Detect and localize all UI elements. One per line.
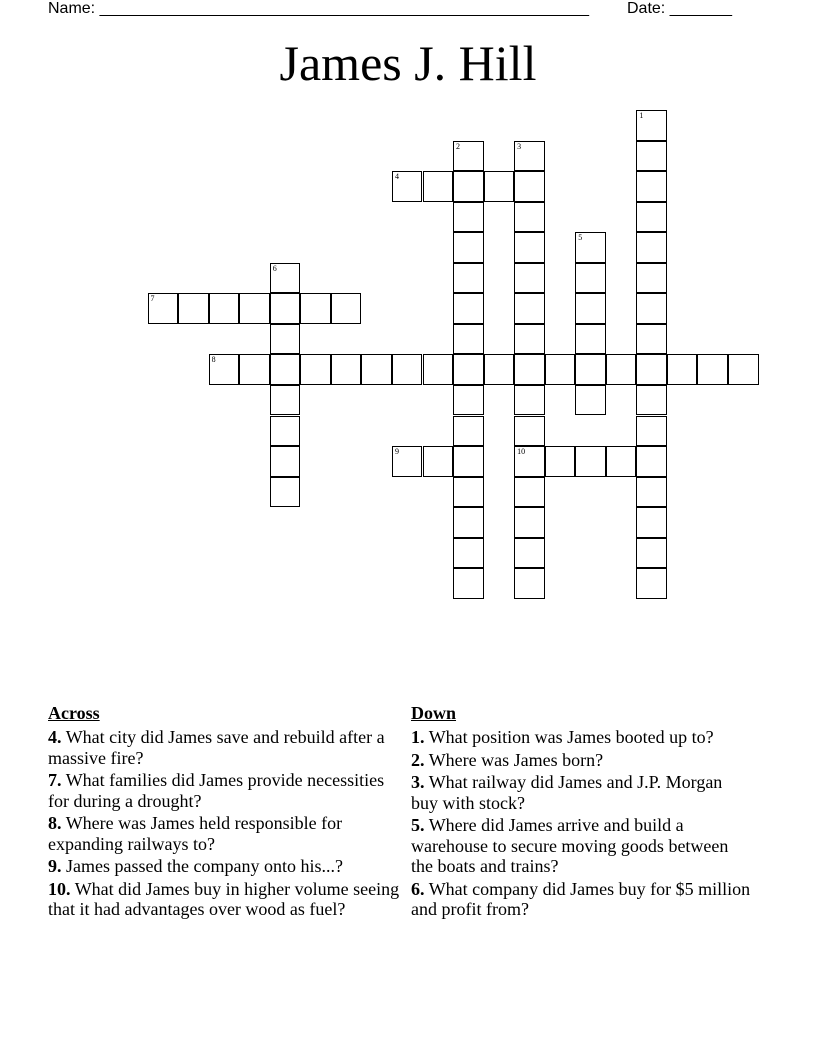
crossword-cell[interactable]: [514, 263, 545, 294]
crossword-cell[interactable]: [484, 354, 515, 385]
crossword-cell[interactable]: [514, 324, 545, 355]
crossword-cell[interactable]: [636, 416, 667, 447]
date-field[interactable]: Date: _______: [627, 0, 732, 17]
across-clue: [48, 813, 404, 854]
crossword-cell[interactable]: [453, 385, 484, 416]
clue-text: What railway did James and J.P. Morgan buy with stock?: [411, 772, 723, 813]
clue-number: 6.: [411, 878, 425, 899]
clue-text: Where was James held responsible for expanding railways to?: [48, 813, 343, 854]
clue-text: What did James buy in higher volume seeing that it had advantages over wood as fuel?: [48, 878, 400, 919]
crossword-cell[interactable]: [636, 477, 667, 508]
crossword-cell[interactable]: [514, 141, 545, 172]
crossword-cell[interactable]: [209, 293, 240, 324]
crossword-cell[interactable]: [575, 446, 606, 477]
crossword-cell[interactable]: [514, 477, 545, 508]
crossword-cell[interactable]: [331, 293, 362, 324]
crossword-cell[interactable]: [667, 354, 698, 385]
crossword-cell[interactable]: [239, 293, 270, 324]
crossword-cell[interactable]: [453, 507, 484, 538]
crossword-cell[interactable]: [270, 385, 301, 416]
crossword-cell[interactable]: [392, 354, 423, 385]
clue-number-label: 2: [456, 141, 461, 151]
crossword-cell[interactable]: [575, 232, 606, 263]
clue-number-label: 9: [394, 447, 399, 457]
crossword-cell[interactable]: [575, 385, 606, 416]
clue-text: Where did James arrive and build a warehouse to secure moving goods between the boats and trains?: [411, 815, 729, 876]
clue-number: 10.: [48, 878, 71, 899]
down-clue: [411, 727, 751, 748]
crossword-cell[interactable]: [514, 171, 545, 202]
crossword-cell[interactable]: [270, 324, 301, 355]
crossword-cell[interactable]: [728, 354, 759, 385]
clue-number: 9.: [48, 856, 62, 876]
crossword-cell[interactable]: [514, 538, 545, 569]
crossword-cell[interactable]: [545, 446, 576, 477]
down-clues: [411, 703, 751, 922]
crossword-cell[interactable]: [575, 324, 606, 355]
crossword-cell[interactable]: [361, 354, 392, 385]
clue-number-label: 3: [517, 141, 522, 151]
page-title: James J. Hill: [279, 35, 537, 91]
crossword-cell[interactable]: [636, 446, 667, 477]
clue-number-label: 7: [150, 294, 155, 304]
name-field[interactable]: Name: _______________________________________________________: [48, 0, 589, 17]
crossword-cell[interactable]: [453, 141, 484, 172]
crossword-cell[interactable]: [514, 568, 545, 599]
clue-number: 2.: [411, 749, 425, 770]
clue-number: 5.: [411, 815, 425, 835]
crossword-cell[interactable]: [453, 263, 484, 294]
crossword-cell[interactable]: [270, 416, 301, 447]
crossword-cell[interactable]: [636, 263, 667, 294]
crossword-cell[interactable]: [514, 293, 545, 324]
crossword-cell[interactable]: [575, 354, 606, 385]
crossword-cell[interactable]: [423, 171, 454, 202]
crossword-cell[interactable]: [636, 110, 667, 141]
crossword-cell[interactable]: [453, 324, 484, 355]
crossword-cell[interactable]: [453, 538, 484, 569]
down-clue: [411, 772, 751, 813]
crossword-cell[interactable]: [453, 446, 484, 477]
crossword-cell[interactable]: [178, 293, 209, 324]
crossword-cell[interactable]: [514, 354, 545, 385]
crossword-cell[interactable]: [697, 354, 728, 385]
across-clue: [48, 879, 404, 920]
crossword-cell[interactable]: [453, 232, 484, 263]
clue-text: What city did James save and rebuild after a massive fire?: [48, 727, 385, 768]
crossword-cell[interactable]: [270, 446, 301, 477]
crossword-cell[interactable]: [636, 141, 667, 172]
clue-number-label: 5: [578, 233, 583, 243]
crossword-cell[interactable]: [636, 507, 667, 538]
across-clue: [48, 856, 404, 877]
crossword-cell[interactable]: [148, 293, 179, 324]
clue-number: 4.: [48, 727, 62, 747]
crossword-cell[interactable]: [453, 354, 484, 385]
crossword-cell[interactable]: [453, 202, 484, 233]
crossword-cell[interactable]: [636, 232, 667, 263]
clue-number-label: 1: [639, 111, 644, 120]
crossword-cell[interactable]: [392, 171, 423, 202]
clue-text: What position was James booted up to?: [428, 727, 714, 747]
down-clue: [411, 879, 751, 920]
clue-number: 1.: [411, 727, 425, 747]
across-clue: [48, 770, 404, 811]
crossword-cell[interactable]: [270, 293, 301, 324]
clue-number: 7.: [48, 770, 62, 790]
crossword-cell[interactable]: [636, 293, 667, 324]
crossword-cell[interactable]: [514, 202, 545, 233]
down-clue: [411, 750, 751, 771]
crossword-cell[interactable]: [636, 171, 667, 202]
crossword-cell[interactable]: [575, 263, 606, 294]
crossword-cell[interactable]: [545, 354, 576, 385]
crossword-cell[interactable]: [423, 354, 454, 385]
crossword-cell[interactable]: [636, 538, 667, 569]
crossword-cell[interactable]: [300, 293, 331, 324]
clue-text: What families did James provide necessities for during a drought?: [48, 770, 385, 811]
crossword-cell[interactable]: [606, 354, 637, 385]
crossword-cell[interactable]: [209, 354, 240, 385]
crossword-cell[interactable]: [453, 416, 484, 447]
crossword-cell[interactable]: [270, 263, 301, 294]
crossword-cell[interactable]: [331, 354, 362, 385]
across-clue-list: [48, 727, 404, 920]
clue-text: Where was James born?: [428, 749, 604, 770]
across-heading: Across: [48, 703, 100, 723]
clue-number-label: 8: [211, 355, 216, 365]
clue-number-label: 6: [272, 263, 277, 273]
clue-text: James passed the company onto his...?: [66, 856, 343, 876]
crossword-cell[interactable]: [453, 293, 484, 324]
down-clue-list: [411, 727, 751, 920]
clue-number: 3.: [411, 772, 425, 792]
crossword-cell[interactable]: [453, 477, 484, 508]
across-clues: [48, 703, 404, 922]
crossword-cell[interactable]: [636, 324, 667, 355]
crossword-cell[interactable]: [484, 171, 515, 202]
crossword-cell[interactable]: [423, 446, 454, 477]
crossword-cell[interactable]: [636, 385, 667, 416]
crossword-cell[interactable]: [575, 293, 606, 324]
crossword-cell[interactable]: [270, 354, 301, 385]
across-clue: [48, 727, 404, 768]
crossword-cell[interactable]: [514, 385, 545, 416]
down-clue: [411, 815, 751, 877]
crossword-cell[interactable]: [636, 354, 667, 385]
crossword-cell[interactable]: [239, 354, 270, 385]
down-heading: Down: [411, 703, 457, 723]
crossword-cell[interactable]: [636, 202, 667, 233]
crossword-cell[interactable]: [514, 232, 545, 263]
crossword-cell[interactable]: [514, 416, 545, 447]
crossword-cell[interactable]: [606, 446, 637, 477]
crossword-cell[interactable]: [514, 507, 545, 538]
crossword-cell[interactable]: [453, 171, 484, 202]
crossword-cell[interactable]: [453, 568, 484, 599]
crossword-cell[interactable]: [636, 568, 667, 599]
crossword-cell[interactable]: [300, 354, 331, 385]
clue-text: What company did James buy for $5 million and profit from?: [411, 878, 751, 919]
crossword-cell[interactable]: [392, 446, 423, 477]
clue-number-label: 10: [517, 447, 526, 457]
clue-number: 8.: [48, 813, 62, 833]
crossword-cell[interactable]: [514, 446, 545, 477]
crossword-cell[interactable]: [270, 477, 301, 508]
clue-number-label: 4: [394, 172, 399, 182]
